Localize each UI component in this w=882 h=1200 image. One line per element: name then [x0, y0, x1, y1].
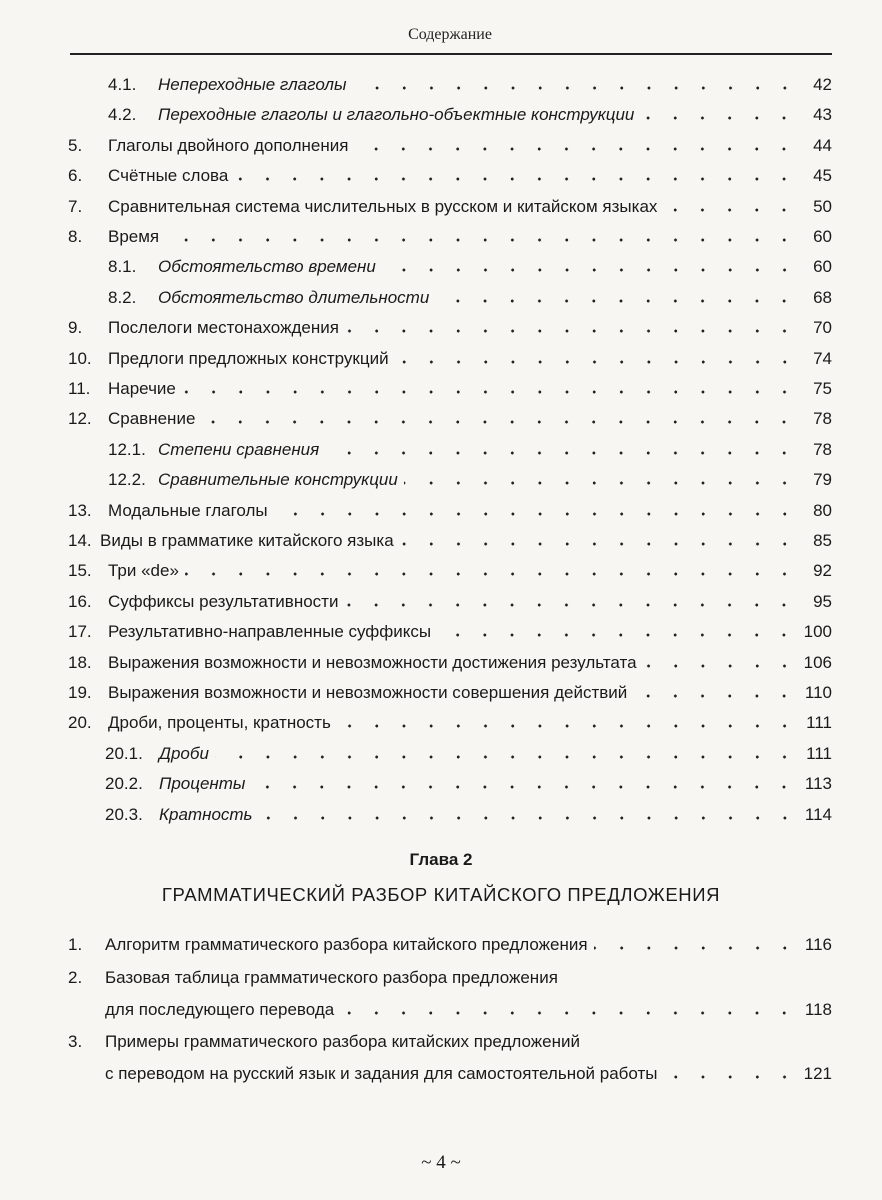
toc-entry-number: 8.	[68, 227, 83, 246]
toc-entry	[105, 773, 832, 795]
chapter2-entry-title: с переводом на русский язык и задания для самостоятельной работы	[105, 1064, 658, 1083]
dot-leader	[345, 320, 798, 334]
toc-entry	[68, 500, 832, 522]
chapter2-entry-number: 2.	[68, 968, 83, 987]
toc-entry-number: 12.2.	[108, 470, 146, 490]
chapter2-entry-page: 118	[804, 1000, 832, 1019]
toc-entry	[108, 439, 832, 461]
toc-entry-page: 106	[803, 652, 832, 672]
dot-leader	[400, 533, 798, 547]
toc-entry-page: 74	[813, 348, 832, 368]
toc-entry	[68, 560, 832, 582]
toc-entry-page: 110	[804, 683, 832, 702]
toc-entry	[68, 712, 832, 734]
toc-entry-number: 11.	[68, 379, 91, 398]
dot-leader	[340, 1002, 798, 1016]
toc-entry-page: 114	[804, 804, 832, 824]
toc-entry-page: 78	[813, 439, 832, 459]
chapter2-entry-title: Базовая таблица грамматического разбора предложения	[105, 968, 558, 987]
toc-entry-number: 4.2.	[108, 105, 137, 125]
toc-entry-page: 75	[813, 379, 832, 398]
toc-entry-title: Обстоятельство длительности	[158, 287, 430, 307]
dot-leader	[663, 199, 798, 213]
toc-entry	[68, 682, 832, 704]
toc-entry-number: 12.1.	[108, 439, 146, 459]
toc-entry	[108, 74, 832, 96]
toc-entry-title: Дроби	[159, 743, 209, 763]
page-number: ~ 4 ~	[421, 1152, 461, 1173]
chapter-title: ГРАММАТИЧЕСКИЙ РАЗБОР КИТАЙСКОГО ПРЕДЛОЖЕНИЯ	[161, 884, 721, 905]
toc-entry-title: Степени сравнения	[158, 439, 320, 459]
toc-entry-number: 13.	[68, 500, 92, 520]
toc-entry-number: 18.	[68, 652, 92, 672]
toc-entry-page: 92	[813, 561, 832, 581]
toc-entry-page: 100	[803, 622, 832, 642]
toc-entry	[68, 317, 832, 339]
toc-entry	[108, 104, 832, 126]
dot-leader	[643, 655, 798, 669]
toc-entry-page: 78	[813, 409, 832, 429]
chapter2-entry-page: 121	[803, 1064, 832, 1083]
toc-entry-number: 14.	[68, 531, 92, 550]
toc-entry	[68, 652, 832, 674]
toc-entry	[108, 287, 832, 309]
dot-leader	[182, 381, 798, 395]
toc-entry-page: 60	[813, 257, 832, 277]
dot-leader	[594, 937, 798, 951]
toc-entry-title: Предлоги предложных конструкций	[108, 348, 389, 368]
toc-entry	[68, 196, 832, 218]
dot-leader	[435, 290, 798, 304]
dot-leader	[215, 746, 798, 760]
toc-entry	[108, 256, 832, 278]
toc-entry-title: Сравнительная система числительных в русском и китайском языках	[108, 196, 658, 216]
toc-entry	[68, 135, 832, 157]
toc-entry-page: 113	[804, 774, 832, 794]
toc-entry-number: 20.2.	[105, 774, 143, 794]
chapter2-entry-number: 1.	[68, 935, 83, 954]
chapter2-entry	[68, 967, 832, 1031]
toc-entry-title: Виды в грамматике китайского языка	[100, 531, 394, 550]
toc-entry	[105, 743, 832, 765]
toc-entry-page: 70	[813, 318, 832, 338]
toc-entry-page: 68	[813, 287, 832, 307]
toc-entry-page: 45	[813, 166, 832, 186]
dot-leader	[354, 138, 798, 152]
dot-leader	[404, 472, 798, 486]
chapter2-entry	[68, 934, 832, 966]
toc-entry	[68, 591, 832, 613]
dot-leader	[344, 594, 798, 608]
toc-entry-title: Дроби, проценты, кратность	[108, 713, 331, 733]
chapter2-entry-title: Алгоритм грамматического разбора китайского предложения	[105, 935, 588, 954]
dot-leader	[201, 411, 798, 425]
toc-entry-number: 20.1.	[105, 743, 143, 763]
toc-entry	[68, 530, 832, 552]
toc-entry-number: 9.	[68, 318, 83, 338]
toc-entry	[108, 469, 832, 491]
toc-entry	[68, 165, 832, 187]
header-rule	[70, 53, 832, 55]
dot-leader	[640, 107, 798, 121]
toc-entry-page: 79	[813, 470, 832, 490]
toc-entry-page: 111	[806, 713, 832, 733]
chapter2-entry	[68, 1031, 832, 1095]
toc-entry-number: 15.	[68, 561, 92, 581]
dot-leader	[251, 776, 798, 790]
toc-entry-title: Непереходные глаголы	[158, 75, 347, 94]
toc-entry-page: 85	[813, 531, 832, 550]
toc-entry-number: 6.	[68, 166, 83, 186]
toc-entry-page: 43	[813, 105, 832, 125]
dot-leader	[165, 229, 798, 243]
toc-entry-title: Кратность	[159, 804, 253, 824]
toc-entry-title: Глаголы двойного дополнения	[108, 135, 349, 155]
toc-entry-number: 19.	[68, 683, 92, 702]
toc-entry-title: Переходные глаголы и глагольно-объектные конструкции	[158, 105, 635, 125]
toc-entry-title: Выражения возможности и невозможности достижения результата	[108, 652, 637, 672]
toc-entry	[105, 804, 832, 826]
toc-entry-number: 7.	[68, 196, 83, 216]
toc-entry-title: Сравнительные конструкции	[158, 470, 398, 490]
toc-entry	[68, 408, 832, 430]
chapter2-entry-title: Примеры грамматического разбора китайских предложений	[105, 1032, 580, 1051]
toc-entry-number: 8.2.	[108, 287, 137, 307]
toc-entry-number: 12.	[68, 409, 92, 429]
toc-entry-page: 80	[813, 500, 832, 520]
toc-entry-title: Три «de»	[108, 561, 179, 581]
toc-entry-number: 20.	[68, 713, 92, 733]
toc-entry-number: 5.	[68, 135, 83, 155]
toc-entry-title: Время	[108, 227, 160, 246]
toc-entry	[68, 621, 832, 643]
toc-entry	[68, 378, 832, 400]
chapter2-entry-number: 3.	[68, 1032, 83, 1051]
toc-entry-title: Результативно-направленные суффиксы	[108, 622, 432, 642]
toc-entry-number: 17.	[68, 622, 92, 642]
toc-entry-page: 111	[806, 743, 832, 763]
toc-entry-title: Выражения возможности и невозможности совершения действий	[108, 683, 628, 702]
dot-leader	[325, 442, 798, 456]
toc-entry-page: 44	[813, 135, 832, 155]
dot-leader	[234, 168, 798, 182]
toc-entry-page: 50	[813, 196, 832, 216]
toc-entry-title: Проценты	[159, 774, 246, 794]
toc-entry-number: 20.3.	[105, 804, 143, 824]
toc-entry	[68, 348, 832, 370]
toc-entry-title: Наречие	[108, 379, 176, 398]
toc-entry-title: Модальные глаголы	[108, 500, 268, 520]
chapter-label: Глава 2	[409, 850, 473, 869]
dot-leader	[259, 807, 799, 821]
toc-entry-title: Послелоги местонахождения	[108, 318, 339, 338]
dot-leader	[437, 624, 798, 638]
toc-entry-title: Суффиксы результативности	[108, 591, 339, 611]
chapter2-entry-title: для последующего перевода	[105, 1000, 335, 1019]
toc-entry-title: Сравнение	[108, 409, 196, 429]
chapter2-entry-page: 116	[804, 935, 832, 954]
toc-entry-page: 60	[813, 227, 832, 246]
dot-leader	[664, 1066, 798, 1080]
dot-leader	[185, 563, 798, 577]
dot-leader	[633, 685, 798, 699]
dot-leader	[382, 259, 798, 273]
toc-entry-number: 10.	[68, 348, 92, 368]
toc-entry-page: 42	[813, 75, 832, 94]
toc-entry-page: 95	[813, 591, 832, 611]
toc-entry-number: 16.	[68, 591, 92, 611]
toc-entry-number: 4.1.	[108, 75, 137, 94]
running-head: Содержание	[408, 26, 492, 43]
toc-entry-number: 8.1.	[108, 257, 137, 277]
dot-leader	[337, 715, 798, 729]
dot-leader	[274, 503, 798, 517]
dot-leader	[395, 351, 798, 365]
dot-leader	[353, 77, 798, 91]
toc-entry-title: Обстоятельство времени	[158, 257, 376, 277]
toc-entry-title: Счётные слова	[108, 166, 229, 186]
toc-entry	[68, 226, 832, 248]
